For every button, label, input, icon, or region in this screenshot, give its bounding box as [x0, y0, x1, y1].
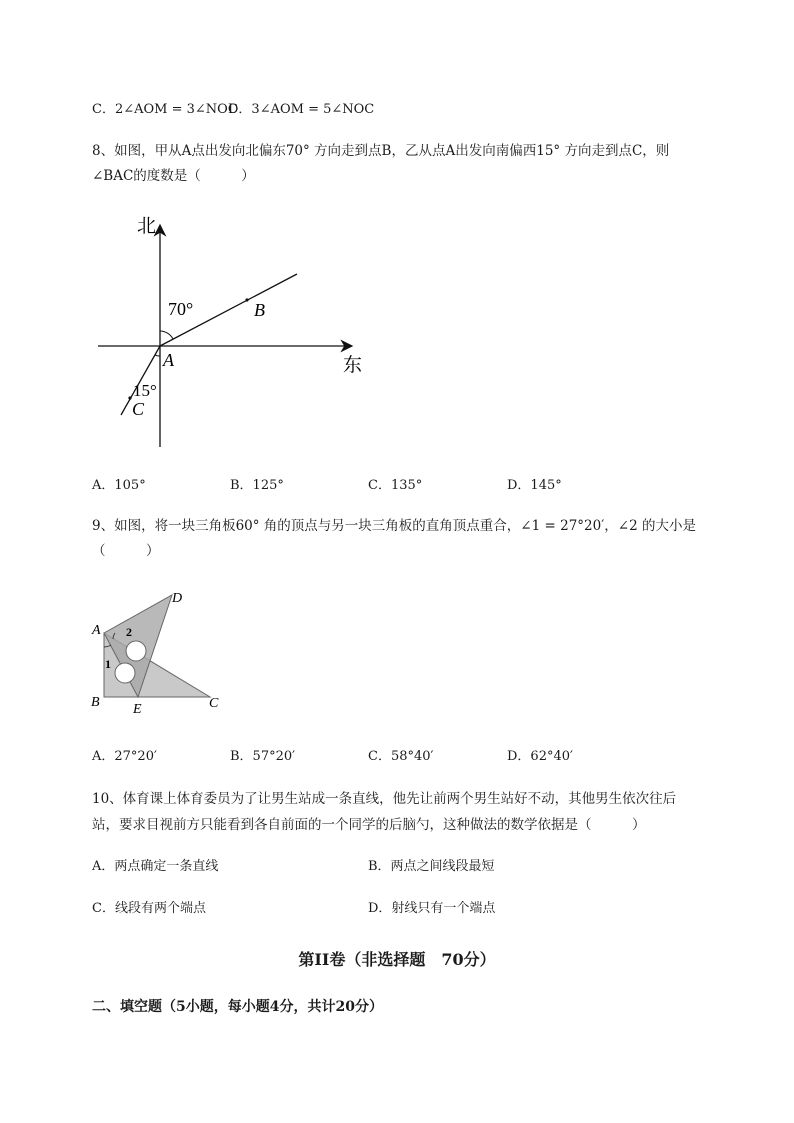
point-c-label: C — [132, 399, 145, 419]
q10-option-c: C．线段有两个端点 — [92, 901, 206, 916]
angle-15-label: 15° — [133, 381, 157, 400]
point-b-label: B — [254, 300, 265, 320]
north-label: 北 — [137, 216, 157, 237]
q8-option-b: B．125° — [230, 478, 284, 493]
label-1: 1 — [105, 657, 111, 671]
q9-triangle-figure — [88, 585, 238, 720]
east-label: 东 — [343, 355, 363, 376]
section-2-title: 第II卷（非选择题 70分） — [298, 950, 496, 969]
label-b: B — [91, 695, 100, 710]
q7-option-d: D．3∠AOM = 5∠NOC — [228, 102, 375, 117]
label-c: C — [209, 696, 219, 711]
section-2-heading: 二、填空题（5小题，每小题4分，共计20分） — [92, 999, 383, 1015]
q10-option-a: A．两点确定一条直线 — [92, 859, 219, 874]
angle-70-label: 70° — [168, 299, 194, 319]
point-a-label: A — [163, 350, 174, 370]
label-2: 2 — [126, 625, 132, 639]
q10-option-b: B．两点之间线段最短 — [368, 859, 495, 874]
q8-stem-line2: ∠BAC的度数是（ ） — [92, 168, 255, 184]
q9-stem-line2: （ ） — [92, 543, 160, 559]
q9-stem-line1: 9、如图，将一块三角板60° 角的顶点与另一块三角板的直角顶点重合，∠1 = 27°20′，∠2 的大小是 — [92, 518, 696, 534]
q8-option-a: A．105° — [92, 478, 146, 493]
q8-option-c: C．135° — [368, 478, 423, 493]
q7-option-c: C．2∠AOM = 3∠NOC — [92, 102, 238, 117]
q8-option-d: D．145° — [507, 478, 562, 493]
label-a: A — [92, 623, 101, 638]
q9-option-d: D．62°40′ — [507, 749, 573, 764]
q9-option-a: A．27°20′ — [92, 749, 157, 764]
q10-option-d: D．射线只有一个端点 — [368, 901, 496, 916]
q10-stem-line1: 10、体育课上体育委员为了让男生站成一条直线，他先让前两个男生站好不动，其他男生依次往后 — [92, 791, 677, 807]
q8-direction-figure — [90, 205, 380, 455]
q9-option-c: C．58°40′ — [368, 749, 434, 764]
q9-option-b: B．57°20′ — [230, 749, 296, 764]
q8-stem-line1: 8、如图，甲从A点出发向北偏东70° 方向走到点B，乙从点A出发向南偏西15° 方向走到点C，则 — [92, 143, 670, 159]
label-e: E — [133, 702, 142, 717]
label-d: D — [172, 591, 183, 606]
q10-stem-line2: 站，要求目视前方只能看到各自前面的一个同学的后脑勺，这种做法的数学依据是（ ） — [92, 817, 646, 833]
